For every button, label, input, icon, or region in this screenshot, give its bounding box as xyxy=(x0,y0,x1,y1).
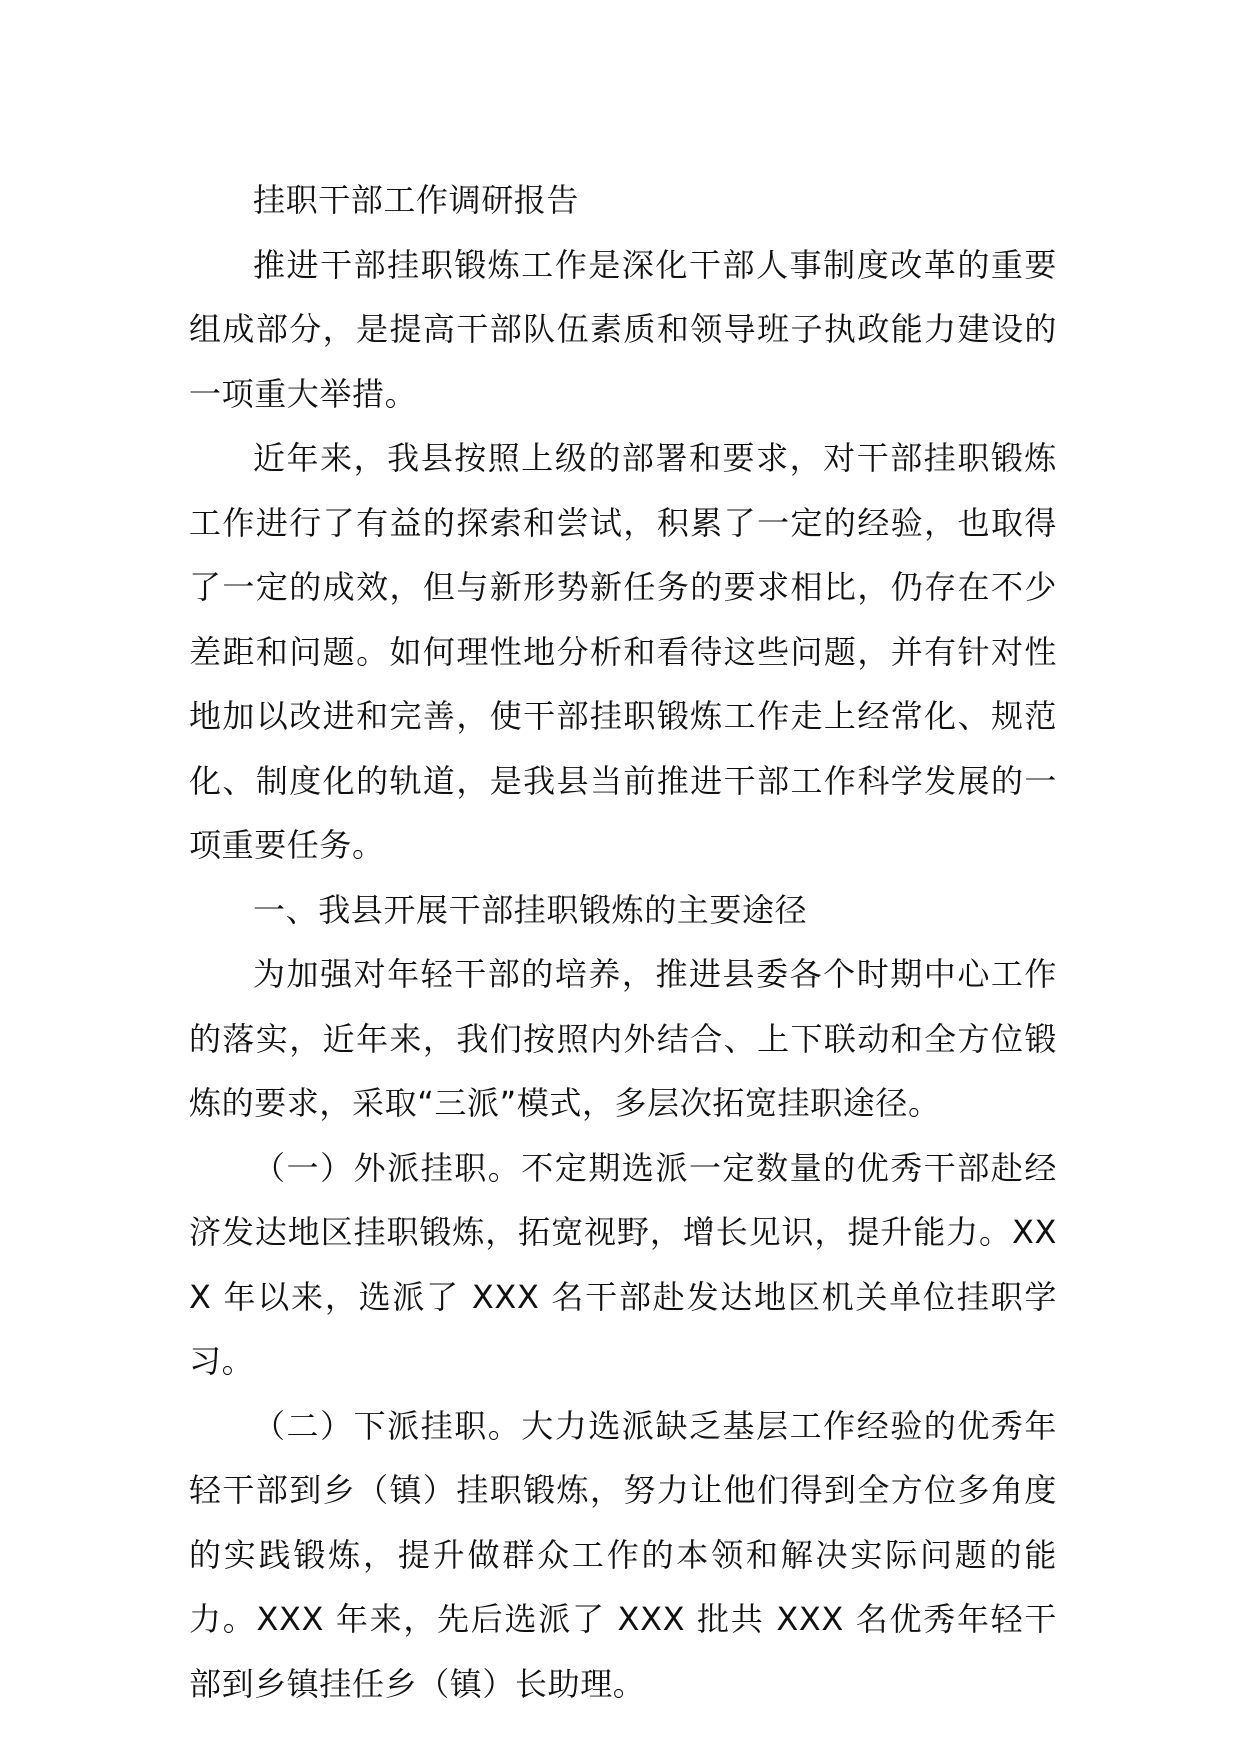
document-body xyxy=(189,168,1057,1716)
paragraph-intro: 推进干部挂职锻炼工作是深化干部人事制度改革的重要组成部分，是提高干部队伍素质和领导班子执政能力建设的一项重大举措。 xyxy=(189,245,1057,413)
section-1-item-2: （二）下派挂职。大力选派缺乏基层工作经验的优秀年轻干部到乡（镇）挂职锻炼，努力让他们得到全方位多角度的实践锻炼，提升做群众工作的本领和解决实际问题的能力。XXX 年来，先后选派了 XXX 批共 XXX 名优秀年轻干部到乡镇挂任乡（镇）长助理。 xyxy=(189,1406,1057,1703)
section-1-intro: 为加强对年轻干部的培养，推进县委各个时期中心工作的落实，近年来，我们按照内外结合、上下联动和全方位锻炼的要求，采取“三派”模式，多层次拓宽挂职途径。 xyxy=(189,955,1057,1122)
document-title: 挂职干部工作调研报告 xyxy=(253,181,580,219)
paragraph-background: 近年来，我县按照上级的部署和要求，对干部挂职锻炼工作进行了有益的探索和尝试，积累了一定的经验，也取得了一定的成效，但与新形势新任务的要求相比，仍存在不少差距和问题。如何理性地分析和看待这些问题，并有针对性地加以改进和完善，使干部挂职锻炼工作走上经常化、规范化、制度化的轨道，是我县当前推进干部工作科学发展的一项重要任务。 xyxy=(189,439,1057,864)
section-heading-1: 一、我县开展干部挂职锻炼的主要途径 xyxy=(253,890,808,929)
section-1-item-1: （一）外派挂职。不定期选派一定数量的优秀干部赴经济发达地区挂职锻炼，拓宽视野，增长见识，提升能力。XXX 年以来，选派了 XXX 名干部赴发达地区机关单位挂职学习。 xyxy=(189,1148,1057,1380)
